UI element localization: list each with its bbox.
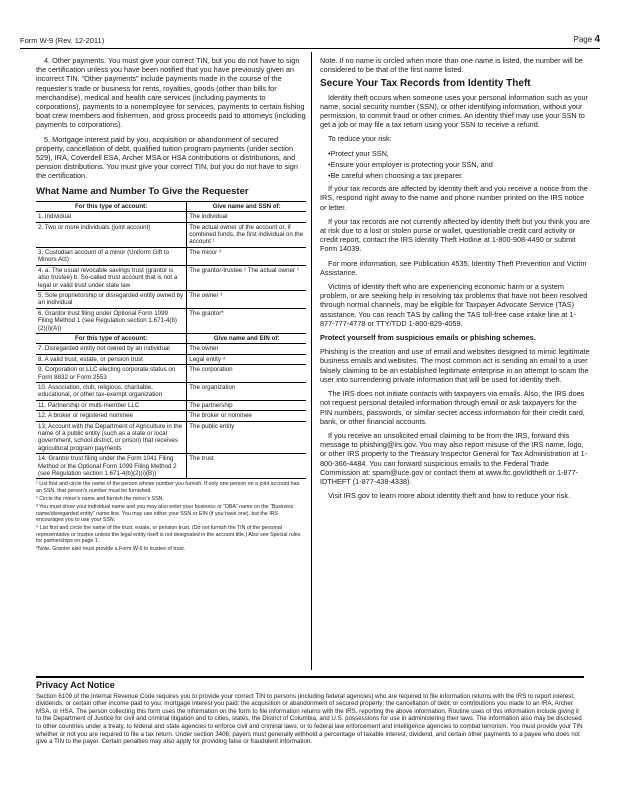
account-type-cell: 8. A valid trust, estate, or pension trust [36, 354, 187, 364]
account-type-cell: 10. Association, club, religious, charitable, educational, or other tax-exempt organization [36, 382, 187, 400]
table-row [36, 421, 306, 454]
account-type-cell: 3. Custodian account of a minor (Uniform Gift to Minors Act) [36, 247, 187, 265]
table-row [36, 365, 306, 383]
give-name-cell: The grantor* [187, 308, 306, 333]
give-name-cell: The actual owner of the account or, if combined funds, the first individual on the account ¹ [187, 222, 306, 247]
right-column [320, 56, 590, 505]
account-type-cell: 12. A broker or registered nominee [36, 411, 187, 421]
paragraph-4: If your tax records are not currently affected by identity theft but you think you are at risk due to a lost or stolen purse or wallet, questionable credit card activity or credit report, contact the IRS Identity Theft Hotline at 1-800-908-4490 or submit Form 14039. [320, 216, 590, 254]
table-row [36, 212, 306, 222]
privacy-section [36, 676, 584, 751]
column-header: For this type of account: [36, 201, 187, 211]
column-header: For this type of account: [36, 333, 187, 343]
table-header-row [36, 333, 306, 343]
item-5-paragraph: 5. Mortgage interest paid by you, acquisition or abandonment of secured property, cancellation of debt, qualified tuition program payments (under section 529), IRA, Coverdell ESA, Archer MSA or HSA contributions or distributions, and pension distributions. You must give your correct TIN, but you do not have to sign the certification. [36, 134, 298, 181]
paragraph-3: If your tax records are affected by identity theft and you receive a notice from the IRS, respond right away to the name and phone number printed on the IRS notice or letter. [320, 184, 588, 212]
paragraph-2: To reduce your risk: [328, 134, 392, 144]
footnotes [36, 481, 306, 552]
give-name-cell: The owner ³ [187, 290, 306, 308]
risk-list [320, 149, 590, 181]
give-name-cell: The partnership [187, 400, 306, 410]
table-row [36, 382, 306, 400]
footnote: *Note. Grantor also must provide a Form W-9 to trustee of trust. [36, 546, 186, 553]
privacy-text: Section 6109 of the Internal Revenue Code requires you to provide your correct TIN to persons (including federal agencies) who are required to file information returns with the IRS to report interest, dividends, or certain other income paid to you; mortgage interest you paid; the acquisition or abandonment of secured property; the cancellation of debt; or contributions you made to an IRA, Archer MSA, or HSA. The person collecting this form uses the information on the form to file information returns with the IRS, reporting the above information. Routine uses of this information include giving it to the Department of Justice for civil and criminal litigation and to cities, states, the District of Columbia, and U.S. possessions for use in administering their laws. The information also may be disclosed to other countries under a treaty, to federal and state agencies to enforce civil and criminal laws, or to federal law enforcement and intelligence agencies to combat terrorism. You must provide your TIN whether or not you are required to file a tax return. Under section 3406, payers must generally withhold a percentage of taxable interest, dividend, and certain other payments to a payee who does not give a TIN to the payer. Certain penalties may also apply for providing false or fraudulent information. [36, 692, 583, 746]
give-name-cell: The owner [187, 344, 306, 354]
privacy-title: Privacy Act Notice [36, 680, 115, 690]
risk-bullet: • Ensure your employer is protecting your SSN, and [328, 160, 590, 169]
page-number-label: Page 4 [573, 34, 600, 45]
table-title: What Name and Number To Give the Requester [36, 185, 249, 197]
account-type-cell: 14. Grantor trust filing under the Form 1041 Filing Method or the Optional Form 1099 Filing Method 2 (see Regulation section 1.671-4(b)(2)(i)(B)) [36, 454, 187, 479]
phishing-heading: Protect yourself from suspicious emails or phishing schemes. [320, 333, 536, 343]
table-row [36, 354, 306, 364]
give-name-cell: The organization [187, 382, 306, 400]
column-divider [311, 52, 312, 670]
ssn-ein-table [36, 201, 306, 480]
paragraph-9: If you receive an unsolicited email claiming to be from the IRS, forward this message to phishing@irs.gov. You may also report misuse of the IRS name, logo, or other IRS property to the Treasury Inspector General for Tax Administration at 1-800-366-4484. You can forward suspicious emails to the Federal Trade Commission at: spam@uce.gov or contact them at www.ftc.gov/idtheft or 1-877-IDTHEFT (1-877-438-4338). [320, 430, 588, 486]
account-type-cell: 4. a. The usual revocable savings trust (grantor is also trustee) b. So-called trust account that is not a legal or valid trust under state law [36, 265, 187, 290]
form-id: Form W-9 (Rev. 12-2011) [20, 36, 105, 45]
give-name-cell: Legal entity ⁴ [187, 354, 306, 364]
identity-theft-title: Secure Your Tax Records from Identity Theft [320, 78, 531, 90]
table-row [36, 290, 306, 308]
footnote: ² Circle the minor’s name and furnish the minor’s SSN. [36, 496, 164, 503]
paragraph-8: The IRS does not initiate contacts with taxpayers via emails. Also, the IRS does not request personal detailed information through email or ask taxpayers for the PIN numbers, passwords, or similar secret access information for their credit card, bank, or other financial accounts. [320, 389, 585, 426]
table-header-row [36, 201, 306, 211]
give-name-cell: The trust [187, 454, 306, 479]
paragraph-1: Identity theft occurs when someone uses your personal information such as your name, social security number (SSN), or other identifying information, without your permission, to commit fraud or other crimes. An identity thief may use your SSN to get a job or may file a tax return using your SSN to receive a refund. [320, 92, 588, 130]
table-row [36, 308, 306, 333]
table-row [36, 411, 306, 421]
table-row [36, 400, 306, 410]
paragraph-10: Visit IRS.gov to learn more about identity theft and how to reduce your risk. [328, 491, 571, 501]
account-type-cell: 7. Disregarded entity not owned by an individual [36, 344, 187, 354]
give-name-cell: The individual [187, 212, 306, 222]
item-4-paragraph: 4. Other payments. You must give your correct TIN, but you do not have to sign the certification unless you have been notified that you have previously given an incorrect TIN. “Other payments” include payments made in the course of the requester’s trade or business for rents, royalties, goods (other than bills for merchandise), medical and health care services (including payments to corporations), payments to a nonemployee for services, payments to certain fishing boat crew members and fishermen, and gross proceeds paid to attorneys (including payments to corporations). [36, 56, 306, 130]
table-row [36, 222, 306, 247]
give-name-cell: The broker or nominee [187, 411, 306, 421]
give-name-cell: The corporation [187, 365, 306, 383]
footnote: ¹ List first and circle the name of the person whose number you furnish. If only one person on a joint account has an SSN, that person’s number must be furnished. [36, 481, 300, 494]
table-row [36, 344, 306, 354]
note-paragraph: Note. If no name is circled when more than one name is listed, the number will be considered to be that of the first name listed. [320, 56, 583, 75]
footnote: ³ You must show your individual name and you may also enter your business or “DBA” name on the “Business name/disregarded entity” name line. You may use either your SSN or EIN (if you have one), but the IRS encourages you to use your SSN. [36, 504, 294, 523]
account-type-cell: 11. Partnership or multi-member LLC [36, 400, 187, 410]
account-type-cell: 5. Sole proprietorship or disregarded entity owned by an individual [36, 290, 187, 308]
risk-bullet: • Protect your SSN, [328, 149, 590, 158]
account-type-cell: 6. Grantor trust filing under Optional Form 1099 Filing Method 1 (see Regulation section 1.671-4(b)(2)(i)(A)) [36, 308, 187, 333]
account-type-cell: 9. Corporation or LLC electing corporate status on Form 8832 or Form 2553 [36, 365, 187, 383]
account-type-cell: 1. Individual [36, 212, 187, 222]
table-row [36, 265, 306, 290]
give-name-cell: The minor ² [187, 247, 306, 265]
column-header: Give name and EIN of: [187, 333, 306, 343]
account-type-cell: 2. Two or more individuals (joint account) [36, 222, 187, 247]
account-type-cell: 13. Account with the Department of Agriculture in the name of a public entity (such as a state or local government, school district, or prison) that receives agricultural program payments [36, 421, 187, 454]
table-row [36, 247, 306, 265]
paragraph-5: For more information, see Publication 4535, Identity Theft Prevention and Victim Assistance. [320, 258, 587, 277]
paragraph-7: Phishing is the creation and use of email and websites designed to mimic legitimate business emails and websites. The most common act is sending an email to a user falsely claiming to be an established legitimate enterprise in an attempt to scam the user into surrendering private information that will be used for identity theft. [320, 347, 590, 384]
left-column [36, 56, 306, 552]
give-name-cell: The public entity [187, 421, 306, 454]
page-header [20, 36, 600, 49]
paragraph-6: Victims of identity theft who are experiencing economic harm or a system problem, or are seeking help in resolving tax problems that have not been resolved through normal channels, may be eligible for Taxpayer Advocate Service (TAS) assistance. You can reach TAS by calling the TAS toll-free case intake line at 1-877-777-4778 or TTY/TDD 1-800-829-4059. [320, 282, 588, 328]
risk-bullet: • Be careful when choosing a tax preparer. [328, 171, 590, 180]
table-row [36, 454, 306, 479]
column-header: Give name and SSN of: [187, 201, 306, 211]
give-name-cell: The grantor-trustee ¹ The actual owner ¹ [187, 265, 306, 290]
footnote: ⁴ List first and circle the name of the trust, estate, or pension trust. (Do not furnish the TIN of the personal representative or trustee unless the legal entity itself is not designated in the account title.) Also see Special rules for partnerships on page 1. [36, 525, 301, 544]
